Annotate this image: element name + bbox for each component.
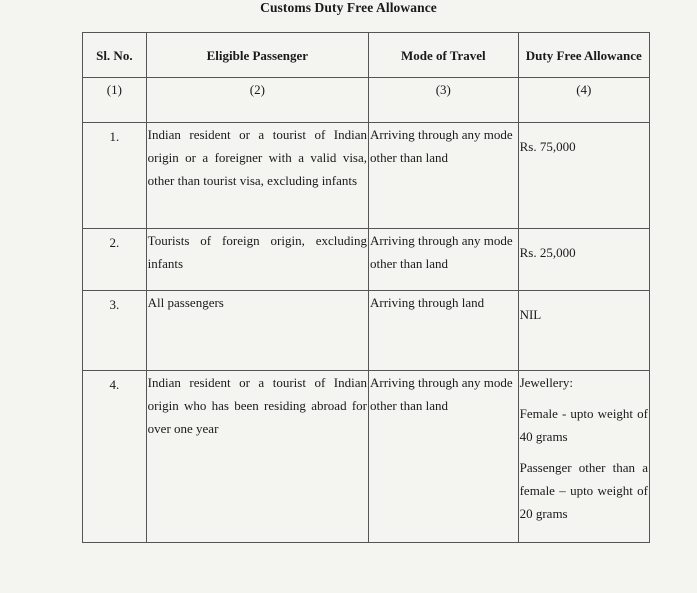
allowance-amount: NIL xyxy=(519,307,542,322)
column-index-row xyxy=(83,78,650,123)
mode-cell: Arriving through land xyxy=(369,291,519,371)
sl-no-cell: 1. xyxy=(83,123,147,229)
table-row xyxy=(83,229,650,291)
allowance-heading: Jewellery: xyxy=(519,375,574,390)
allowance-cell xyxy=(518,229,649,291)
table-row xyxy=(83,123,650,229)
passenger-cell: Indian resident or a tourist of Indian origin or a foreigner with a valid visa, other than tourist visa, excluding infants xyxy=(146,123,368,229)
column-index-2: (2) xyxy=(146,78,368,123)
allowance-cell xyxy=(518,371,649,543)
duty-free-allowance-table xyxy=(82,32,650,543)
allowance-other-passenger: Passenger other than a female – upto weight of 20 grams xyxy=(519,460,648,521)
header-sl-no: Sl. No. xyxy=(83,33,147,78)
allowance-cell xyxy=(518,291,649,371)
column-index-3: (3) xyxy=(369,78,519,123)
table-row xyxy=(83,291,650,371)
sl-no-cell: 3. xyxy=(83,291,147,371)
allowance-amount: Rs. 75,000 xyxy=(519,139,576,154)
allowance-cell xyxy=(518,123,649,229)
mode-cell: Arriving through any mode other than land xyxy=(369,371,519,543)
header-duty-free-allowance: Duty Free Allowance xyxy=(518,33,649,78)
allowance-amount: Rs. 25,000 xyxy=(519,245,576,260)
mode-cell: Arriving through any mode other than land xyxy=(369,229,519,291)
document-title: Customs Duty Free Allowance xyxy=(260,0,437,15)
passenger-cell: All passengers xyxy=(146,291,368,371)
mode-cell: Arriving through any mode other than land xyxy=(369,123,519,229)
allowance-female: Female - upto weight of 40 grams xyxy=(519,406,648,444)
header-eligible-passenger: Eligible Passenger xyxy=(146,33,368,78)
passenger-cell: Tourists of foreign origin, excluding infants xyxy=(146,229,368,291)
sl-no-cell: 2. xyxy=(83,229,147,291)
column-index-4: (4) xyxy=(518,78,649,123)
sl-no-cell: 4. xyxy=(83,371,147,543)
passenger-cell: Indian resident or a tourist of Indian origin who has been residing abroad for over one year xyxy=(146,371,368,543)
table-row xyxy=(83,371,650,543)
header-row xyxy=(83,33,650,78)
column-index-1: (1) xyxy=(83,78,147,123)
header-mode-of-travel: Mode of Travel xyxy=(369,33,519,78)
